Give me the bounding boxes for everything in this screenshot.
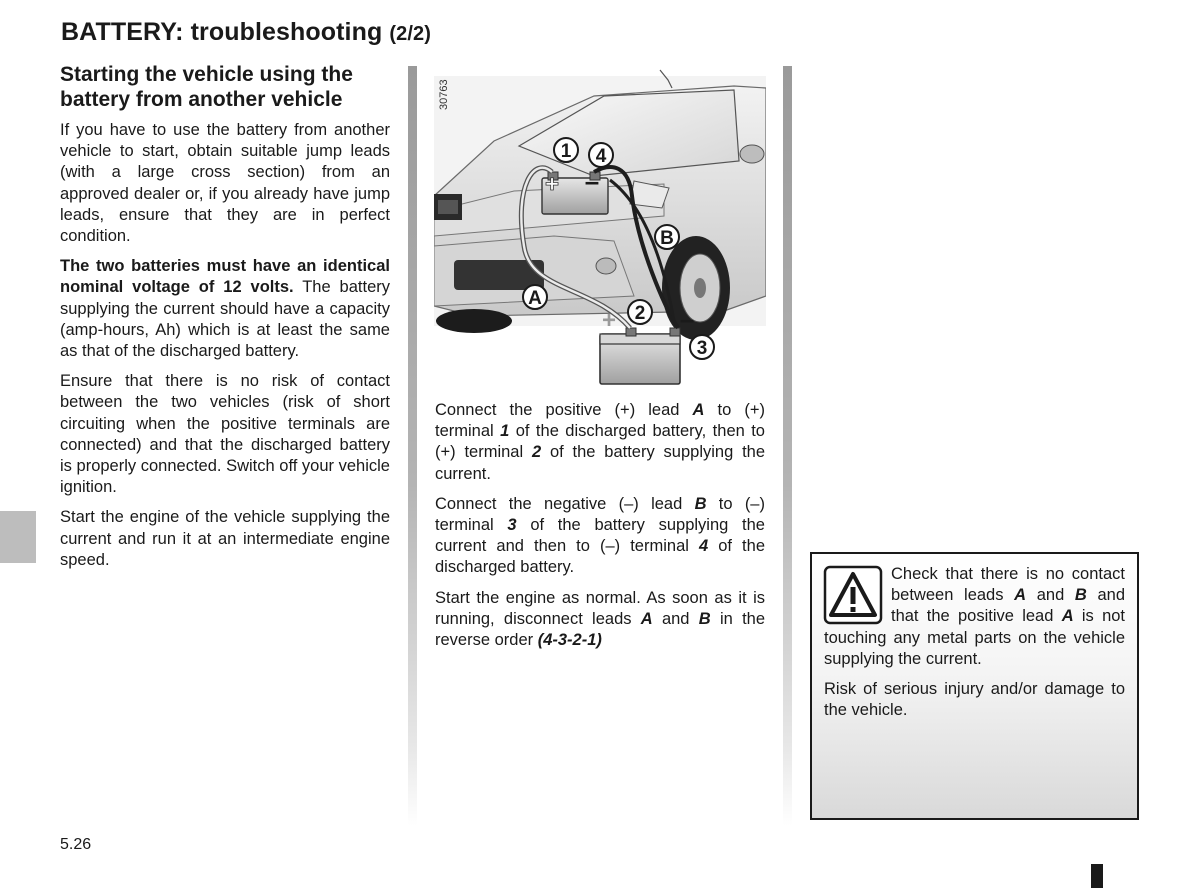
callout-2 [628,300,652,324]
supply-minus-sign: – [679,304,695,334]
svg-text:1: 1 [560,141,572,162]
page-title-suffix: (2/2) [389,23,432,45]
paragraph-contact-risk: Ensure that there is no risk of contact between the two vehicles (risk of short circuiting when the positive terminals are connected) and that the discharged battery is properly connected. Switch off your vehicle ignition. [60,372,390,497]
warning-box [810,552,1139,820]
paragraph-jump-leads: If you have to use the battery from another vehicle to start, obtain suitable jump leads (with a large cross section) from an approved dealer or, if you already have jump leads, ensure that they are in perfect condition. [60,121,390,246]
left-column [60,62,390,580]
column-divider-left [408,66,417,826]
warning-paragraph-leads: Check that there is no contact between leads A and B and that the positive lead A is not touching any metal parts on the vehicle supplying the current. [824,565,1126,668]
discharged-plus-sign: + [544,171,560,198]
paragraph-start-engine: Start the engine of the vehicle supplying the current and run it at an intermediate engine speed. [60,508,390,569]
callout-a [523,285,547,309]
corner-mark [1091,864,1103,888]
section-heading: Starting the vehicle using the battery from another vehicle [60,63,353,111]
svg-text:A: A [528,288,542,309]
figure-code: 30763 [438,79,450,110]
column-divider-right [783,66,792,826]
callout-1 [554,138,578,162]
callout-4 [589,143,613,167]
warning-paragraph-risk: Risk of serious injury and/or damage to the vehicle. [824,680,1125,720]
paragraph-voltage: The two batteries must have an identical nominal voltage of 12 volts. The battery supplying the current should have a capacity (amp-hours, Ah) which is at least the same as that of the discharged battery. [60,257,390,361]
callout-3 [690,335,714,359]
svg-text:2: 2 [634,303,646,324]
supply-plus-sign: + [601,307,617,334]
paragraph-disconnect: Start the engine as normal. As soon as it is running, disconnect leads A and B in the reverse order (4-3-2-1) [435,588,766,650]
jump-start-illustration [434,66,766,391]
svg-text:3: 3 [696,338,708,359]
middle-column [435,400,765,660]
voltage-warning-bold: The two batteries must have an identical nominal voltage of 12 volts. [60,257,390,297]
paragraph-connect-negative: Connect the negative (–) lead B to (–) terminal 3 of the battery supplying the current and then to (–) terminal 4 of the discharged battery. [435,494,765,577]
callout-b [655,225,679,249]
warning-triangle-icon [823,565,883,625]
discharged-minus-sign: – [584,166,600,196]
chapter-tab [0,511,36,563]
page-number: 5.26 [60,836,92,853]
svg-text:B: B [660,228,674,249]
svg-text:4: 4 [595,146,607,167]
page-title: BATTERY: troubleshooting (2/2) [61,18,432,46]
paragraph-connect-positive: Connect the positive (+) lead A to (+) terminal 1 of the discharged battery, then to (+) terminal 2 of the battery supplying the current. [435,401,766,483]
